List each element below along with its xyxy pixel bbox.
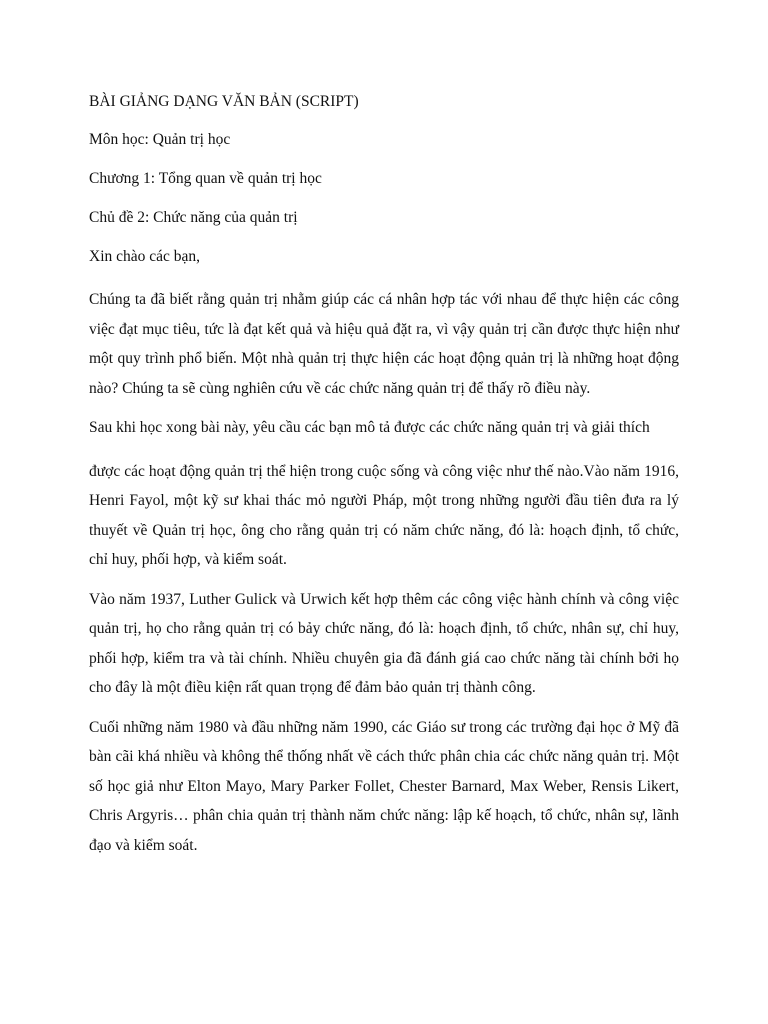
paragraph-gulick: Vào năm 1937, Luther Gulick và Urwich kết hợp thêm các công việc hành chính và công việc quản trị, họ cho rằng quản trị có bảy chức năng, đó là: hoạch định, tổ chức, nhân sự, chỉ huy, phối hợp, kiểm tra và tài chính. Nhiều chuyên gia đã đánh giá cao chức năng tài chính bởi họ cho đây là một điều kiện rất quan trọng để đảm bảo quản trị thành công. [89, 590, 679, 696]
paragraph-objective: Sau khi học xong bài này, yêu cầu các bạn mô tả được các chức năng quản trị và giải thích [89, 419, 650, 436]
greeting-line: Xin chào các bạn, [89, 248, 201, 265]
subject-line: Môn học: Quản trị học [89, 131, 231, 148]
chapter-line: Chương 1: Tổng quan về quản trị học [89, 170, 322, 187]
document-title: BÀI GIẢNG DẠNG VĂN BẢN (SCRIPT) [89, 93, 359, 110]
paragraph-intro: Chúng ta đã biết rằng quản trị nhằm giúp các cá nhân hợp tác với nhau để thực hiện các công việc đạt mục tiêu, tức là đạt kết quả và hiệu quả đặt ra, vì vậy quản trị cần được thực hiện như một quy trình phổ biến. Một nhà quản trị thực hiện các hoạt động quản trị là những hoạt động nào? Chúng ta sẽ cùng nghiên cứu về các chức năng quản trị để thấy rõ điều này. [89, 291, 679, 397]
topic-line: Chủ đề 2: Chức năng của quản trị [89, 209, 298, 226]
paragraph-fayol: được các hoạt động quản trị thể hiện trong cuộc sống và công việc như thế nào.Vào năm 1916, Henri Fayol, một kỹ sư khai thác mỏ người Pháp, một trong những người đầu tiên đưa ra lý thuyết về Quản trị học, ông cho rằng quản trị có năm chức năng, đó là: hoạch định, tổ chức, chỉ huy, phối hợp, và kiểm soát. [89, 462, 679, 568]
paragraph-1980s: Cuối những năm 1980 và đầu những năm 1990, các Giáo sư trong các trường đại học ở Mỹ đã bàn cãi khá nhiều và không thể thống nhất về cách thức phân chia các chức năng quản trị. Một số học giả như Elton Mayo, Mary Parker Follet, Chester Barnard, Max Weber, Rensis Likert, Chris Argyris… phân chia quản trị thành năm chức năng: lập kế hoạch, tổ chức, nhân sự, lãnh đạo và kiểm soát. [89, 718, 679, 854]
